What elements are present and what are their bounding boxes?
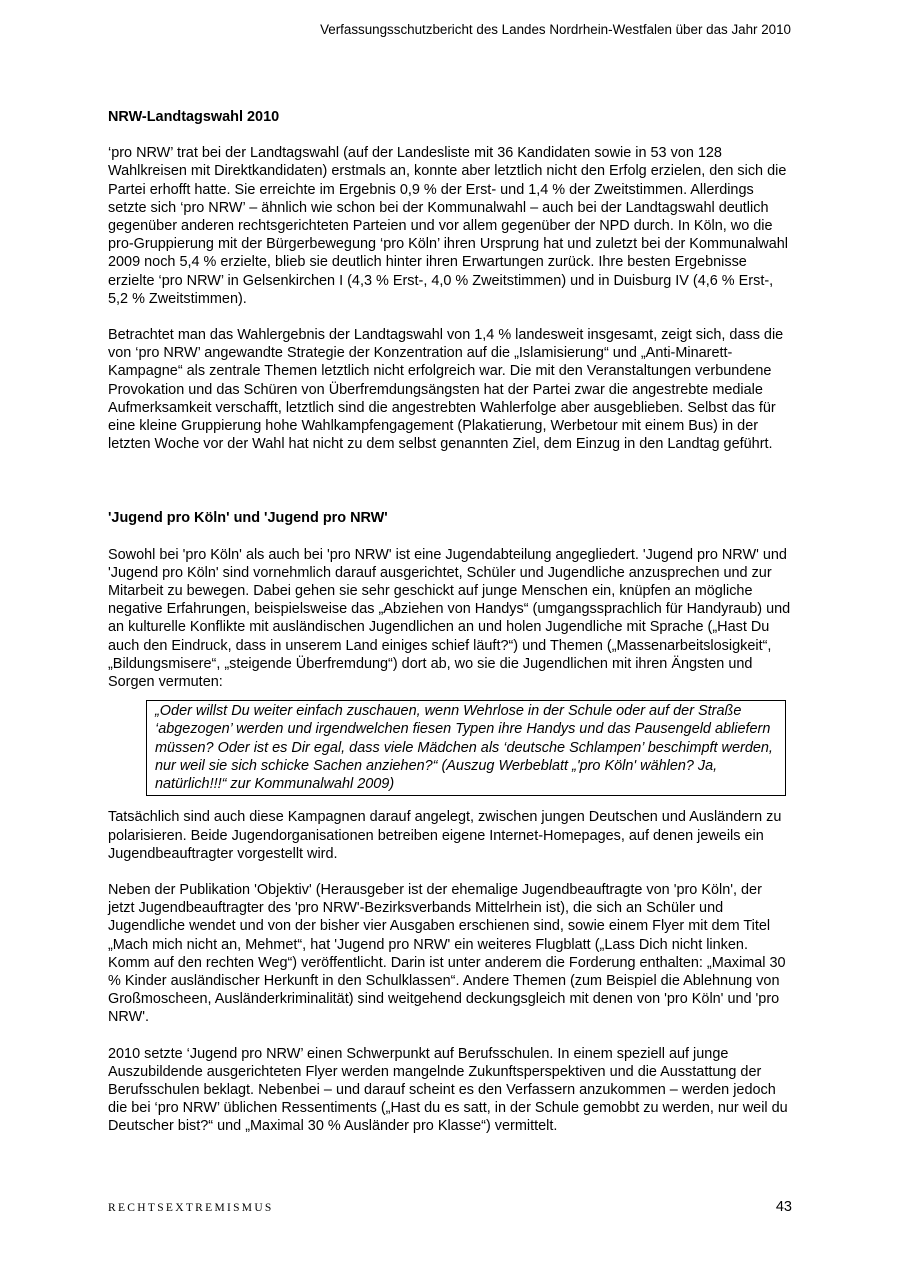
section-heading-jugend: 'Jugend pro Köln' und 'Jugend pro NRW'	[108, 510, 388, 527]
paragraph: Neben der Publikation 'Objektiv' (Herausgeber ist der ehemalige Jugendbeauftragte von 'pro Köln', der jetzt Jugendbeauftragter des 'pro NRW'-Bezirksverbands Mittelrhein ist), die sich an Schüler und Jugendliche wendet und von der bisher vier Ausgaben erschienen sind, sowie einem Flyer mit dem Titel „Mach mich nicht an, Mehmet“, hat 'Jugend pro NRW' ein weiteres Flugblatt („Lass Dich nicht linken. Komm auf den rechten Weg“) veröffentlicht. Darin ist unter anderem die Forderung enthalten: „Maximal 30 % Kinder ausländischer Herkunft in den Schulklassen“. Andere Themen (zum Beispiel die Ablehnung von Großmoscheen, Ausländerkriminalität) sind weitgehend deckungsgleich mit denen von 'pro Köln' und 'pro NRW'.	[108, 881, 786, 1026]
spacer	[108, 126, 792, 144]
running-header: Verfassungsschutzbericht des Landes Nordrhein-Westfalen über das Jahr 2010	[320, 22, 791, 37]
spacer	[108, 1027, 792, 1045]
paragraph: 2010 setzte ‘Jugend pro NRW’ einen Schwerpunkt auf Berufsschulen. In einem speziell auf junge Auszubildende ausgerichteten Flyer werden mangelnde Zukunftsperspektiven und die Ausstattung der Berufsschulen beklagt. Nebenbei – und darauf scheint es den Verfassern anzukommen – werden jedoch die bei ‘pro NRW’ üblichen Ressentiments („Hast du es satt, in der Schule gemobbt zu werden, nur weil du Deutscher bist?“ und „Maximal 30 % Ausländer pro Klasse“) vermittelt.	[108, 1045, 788, 1135]
spacer	[108, 528, 792, 546]
spacer	[108, 308, 792, 326]
footer-section-label: RECHTSEXTREMISMUS	[108, 1202, 274, 1214]
paragraph: Betrachtet man das Wahlergebnis der Landtagswahl von 1,4 % landesweit insgesamt, zeigt sich, dass die von ‘pro NRW’ angewandte Strategie der Konzentration auf die „Islamisierung“ und „Anti-Minarett-Kampagne“ als zentrale Themen letztlich nicht erfolgreich war. Die mit den Veranstaltungen verbundene Provokation und das Schüren von Überfremdungsängsten hat der Partei zwar die angestrebte mediale Aufmerksamkeit verschafft, letztlich sind die angestrebten Wahlerfolge aber ausgeblieben. Selbst das für eine kleine Gruppierung hohe Wahlkampfengagement (Plakatierung, Werbetour mit einem Bus) in der letzten Woche vor der Wahl hat nicht zu dem selbst genannten Ziel, dem Einzug in den Landtag geführt.	[108, 327, 784, 453]
page-number: 43	[775, 1199, 792, 1215]
spacer	[108, 453, 792, 491]
page-body	[108, 108, 792, 1136]
spacer	[108, 491, 792, 509]
spacer	[108, 691, 792, 700]
quote-box: „Oder willst Du weiter einfach zuschauen, wenn Wehrlose in der Schule oder auf der Straße ‘abgezogen’ werden und irgendwelchen fiesen Typen ihre Handys und das Pausengeld abliefern müssen? Oder ist es Dir egal, dass viele Mädchen als ‘deutsche Schlampen’ beschimpft werden, nur weil sie sich schicke Sachen anziehen?“ (Auszug Werbeblatt „'pro Köln' wählen? Ja, natürlich!!!“ zur Kommunalwahl 2009)	[146, 700, 786, 796]
paragraph: Tatsächlich sind auch diese Kampagnen darauf angelegt, zwischen jungen Deutschen und Ausländern zu polarisieren. Beide Jugendorganisationen betreiben eigene Internet-Homepages, auf denen jeweils ein Jugendbeauftragter vorgestellt wird.	[108, 809, 782, 862]
spacer	[108, 796, 792, 808]
section-heading-landtagswahl: NRW-Landtagswahl 2010	[108, 109, 280, 125]
paragraph: ‘pro NRW’ trat bei der Landtagswahl (auf der Landesliste mit 36 Kandidaten sowie in 53 von 128 Wahlkreisen mit Direktkandidaten) erstmals an, konnte aber letztlich nicht den Erfolg erzielen, den sich die Partei erhofft hatte. Sie erreichte im Ergebnis 0,9 % der Erst- und 1,4 % der Zweitstimmen. Allerdings setzte sich ‘pro NRW’ – ähnlich wie schon bei der Kommunalwahl – auch bei der Landtagswahl deutlich gegenüber anderen rechtsgerichteten Parteien und vor allem gegenüber der NPD durch. In Köln, wo die pro-Gruppierung mit der Bürgerbewegung ‘pro Köln’ ihren Ursprung hat und zuletzt bei der Kommunalwahl 2009 noch 5,4 % erzielte, blieb sie deutlich hinter ihren Erwartungen zurück. Ihre besten Ergebnisse erzielte ‘pro NRW’ in Gelsenkirchen I (4,3 % Erst-, 4,0 % Zweitstimmen) und in Duisburg IV (4,6 % Erst-, 5,2 % Zweitstimmen).	[108, 145, 789, 307]
paragraph: Sowohl bei 'pro Köln' als auch bei 'pro NRW' ist eine Jugendabteilung angegliedert. 'Jugend pro NRW' und 'Jugend pro Köln' sind vornehmlich darauf ausgerichtet, Schüler und Jugendliche anzusprechen und zur Mitarbeit zu bewegen. Dabei gehen sie sehr geschickt auf junge Menschen ein, knüpfen an mögliche negative Erfahrungen, beispielsweise das „Abziehen von Handys“ (umgangssprachlich für Handyraub) und an kulturelle Konflikte mit ausländischen Jugendlichen an und holen Jugendliche mit Sprache („Hast Du auch den Eindruck, dass in unserem Land einiges schief läuft?“) und Themen („Massenarbeitslosigkeit“, „Bildungsmisere“, „steigende Überfremdung“) dort ab, wo sie die Jugendlichen mit ihren Ängsten und Sorgen vermuten:	[108, 546, 791, 691]
spacer	[108, 863, 792, 881]
